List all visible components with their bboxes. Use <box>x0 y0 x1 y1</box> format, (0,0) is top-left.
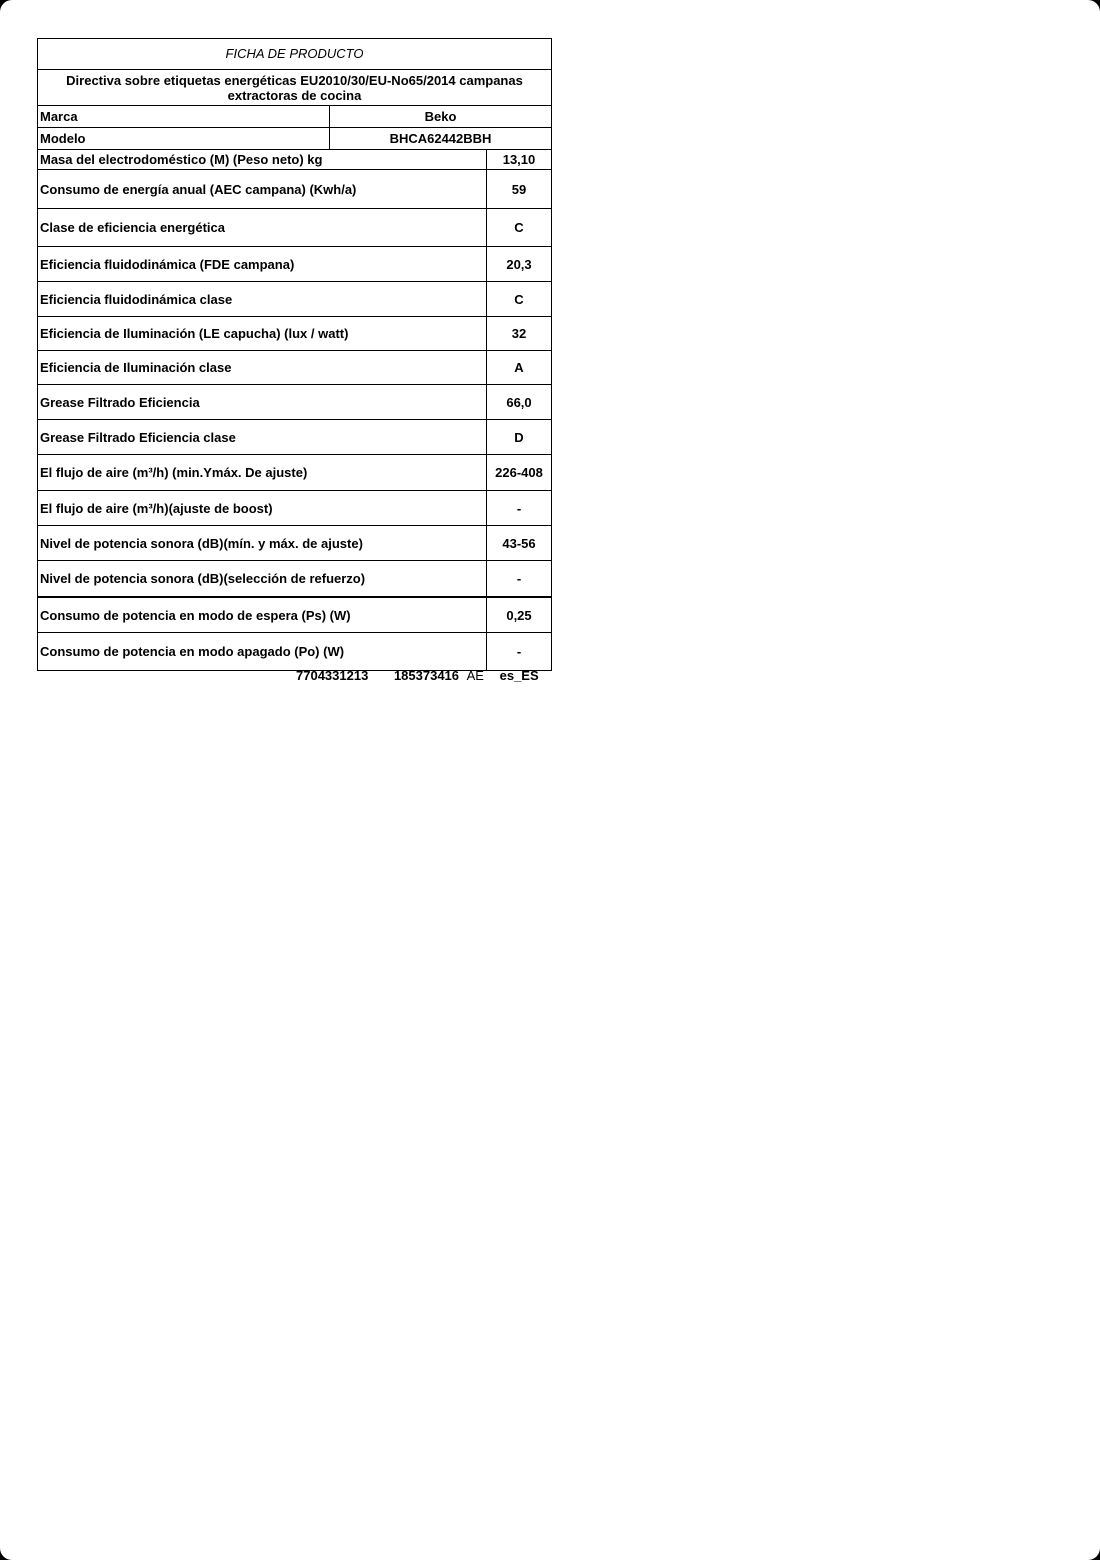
sheet-title: FICHA DE PRODUCTO <box>38 39 551 70</box>
model-row <box>38 128 551 150</box>
row-label: Eficiencia fluidodinámica (FDE campana) <box>38 247 487 281</box>
brand-label: Marca <box>38 106 330 127</box>
table-row <box>38 598 551 633</box>
table-row <box>38 170 551 209</box>
model-value: BHCA62442BBH <box>389 131 492 146</box>
row-label: Clase de eficiencia energética <box>38 209 487 246</box>
row-label: Nivel de potencia sonora (dB)(mín. y máx. de ajuste) <box>38 526 487 560</box>
row-value: 59 <box>511 181 527 197</box>
row-value: 66,0 <box>506 394 532 410</box>
table-row <box>38 209 551 247</box>
article-number: 7704331213 <box>296 668 369 683</box>
brand-value: Beko <box>424 109 457 124</box>
locale-code: es_ES <box>499 668 539 683</box>
row-value: - <box>516 500 522 516</box>
table-row <box>38 633 551 670</box>
table-row <box>38 420 551 455</box>
row-label: Eficiencia fluidodinámica clase <box>38 282 487 316</box>
directive-text: Directiva sobre etiquetas energéticas EU2010/30/EU-No65/2014 campanas extractoras de cocina <box>38 70 551 106</box>
row-label: Masa del electrodoméstico (M) (Peso neto) kg <box>38 150 487 169</box>
table-row <box>38 561 551 598</box>
product-sheet-table <box>37 38 552 671</box>
row-label: Eficiencia de Iluminación (LE capucha) (lux / watt) <box>38 317 487 350</box>
document-number: 185373416 <box>393 668 460 683</box>
row-label: Consumo de energía anual (AEC campana) (Kwh/a) <box>38 170 487 208</box>
table-row <box>38 150 551 170</box>
row-label: Consumo de potencia en modo de espera (Ps) (W) <box>38 598 487 632</box>
row-label: El flujo de aire (m³/h)(ajuste de boost) <box>38 491 487 525</box>
table-row <box>38 526 551 561</box>
table-row <box>38 455 551 491</box>
table-row <box>38 351 551 385</box>
table-row <box>38 385 551 420</box>
row-label: Grease Filtrado Eficiencia clase <box>38 420 487 454</box>
table-row <box>38 491 551 526</box>
row-value: 20,3 <box>506 256 532 272</box>
table-row <box>38 317 551 351</box>
row-value: A <box>514 360 524 375</box>
row-value: 32 <box>511 326 527 341</box>
row-value: 43-56 <box>502 535 536 551</box>
row-value: C <box>514 291 524 307</box>
row-label: Eficiencia de Iluminación clase <box>38 351 487 384</box>
row-value: - <box>516 571 522 586</box>
row-value: 0,25 <box>506 607 532 623</box>
row-value: - <box>516 644 522 659</box>
row-label: Grease Filtrado Eficiencia <box>38 385 487 419</box>
row-label: Consumo de potencia en modo apagado (Po) (W) <box>38 633 487 670</box>
row-label: El flujo de aire (m³/h) (min.Ymáx. De ajuste) <box>38 455 487 490</box>
table-row <box>38 282 551 317</box>
row-value: D <box>514 429 524 445</box>
row-value: 226-408 <box>495 465 543 480</box>
model-label: Modelo <box>38 128 330 149</box>
row-value: C <box>514 220 524 235</box>
document-suffix: AE <box>466 668 484 683</box>
row-label: Nivel de potencia sonora (dB)(selección de refuerzo) <box>38 561 487 596</box>
brand-row <box>38 106 551 128</box>
document-footer <box>296 668 539 683</box>
row-value: 13,10 <box>502 152 536 167</box>
table-row <box>38 247 551 282</box>
